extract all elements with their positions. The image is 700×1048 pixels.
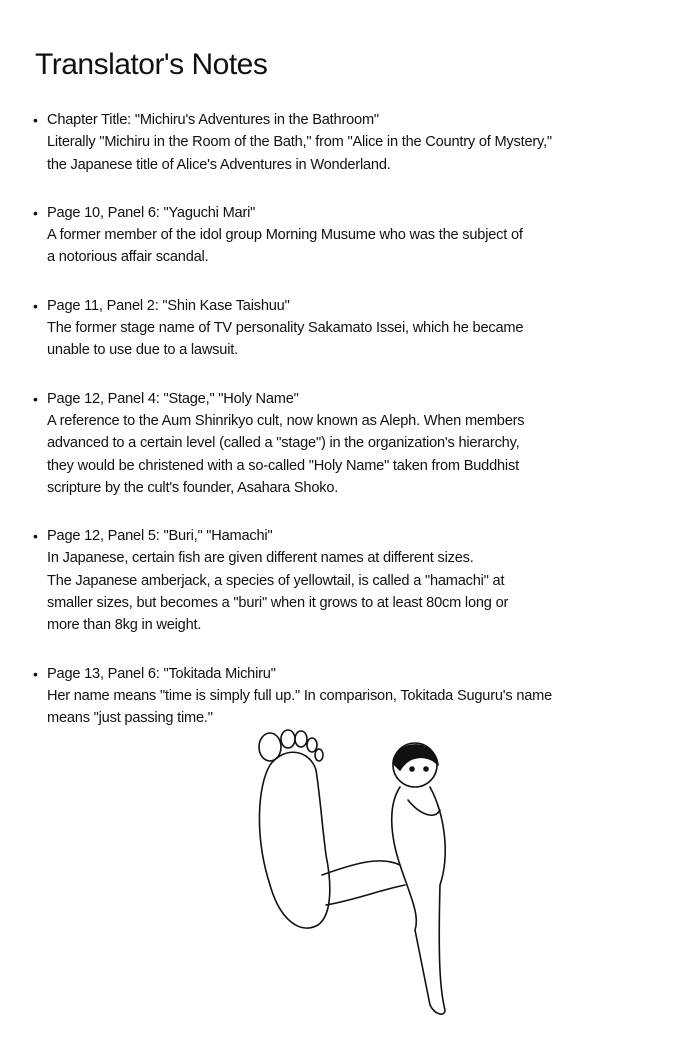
note-text-line: A reference to the Aum Shinrikyo cult, now known as Aleph. When members (47, 412, 525, 429)
note-heading: Page 11, Panel 2: "Shin Kase Taishuu" (47, 297, 290, 314)
notes-list (0, 109, 700, 756)
note-text-line: The Japanese amberjack, a species of yellowtail, is called a "hamachi" at (47, 572, 505, 589)
note-item (0, 202, 700, 269)
note-text-line: In Japanese, certain fish are given different names at different sizes. (47, 550, 474, 567)
note-text-line: a notorious affair scandal. (47, 249, 209, 266)
note-text-line: advanced to a certain level (called a "stage") in the organization's hierarchy, (47, 435, 520, 452)
bullet-icon: • (33, 390, 38, 407)
note-text-line: more than 8kg in weight. (47, 617, 202, 634)
note-heading: Page 13, Panel 6: "Tokitada Michiru" (47, 665, 276, 682)
note-text-line: smaller sizes, but becomes a "buri" when it grows to at least 80cm long or (47, 595, 509, 612)
note-item (0, 295, 700, 362)
note-heading: Chapter Title: "Michiru's Adventures in the Bathroom" (47, 112, 379, 128)
note-text-line: scripture by the cult's founder, Asahara Shoko. (47, 479, 339, 496)
note-text-line: Her name means "time is simply full up." In comparison, Tokitada Suguru's name (47, 687, 553, 704)
note-text-line: Literally "Michiru in the Room of the Bath," from "Alice in the Country of Mystery," (47, 134, 552, 151)
note-item (0, 388, 700, 499)
bullet-icon: • (33, 204, 38, 221)
page-title: Translator's Notes (35, 48, 268, 81)
note-item (0, 525, 700, 636)
note-item (0, 109, 700, 176)
note-text-line: they would be christened with a so-called "Holy Name" taken from Buddhist (47, 457, 519, 474)
note-text-line: A former member of the idol group Morning Musume who was the subject of (47, 227, 523, 244)
bullet-icon: • (33, 112, 38, 128)
note-text-line: The former stage name of TV personality Sakamato Issei, which he became (47, 320, 524, 337)
bullet-icon: • (33, 665, 38, 682)
note-item (0, 663, 700, 730)
note-text-line: means "just passing time." (47, 710, 213, 727)
note-text-line: the Japanese title of Alice's Adventures in Wonderland. (47, 156, 391, 173)
bullet-icon: • (33, 297, 38, 314)
character-illustration (240, 725, 460, 1025)
note-heading: Page 10, Panel 6: "Yaguchi Mari" (47, 204, 256, 221)
bullet-icon: • (33, 528, 38, 545)
note-heading: Page 12, Panel 4: "Stage," "Holy Name" (47, 390, 299, 407)
note-heading: Page 12, Panel 5: "Buri," "Hamachi" (47, 528, 273, 545)
note-text-line: unable to use due to a lawsuit. (47, 342, 238, 359)
